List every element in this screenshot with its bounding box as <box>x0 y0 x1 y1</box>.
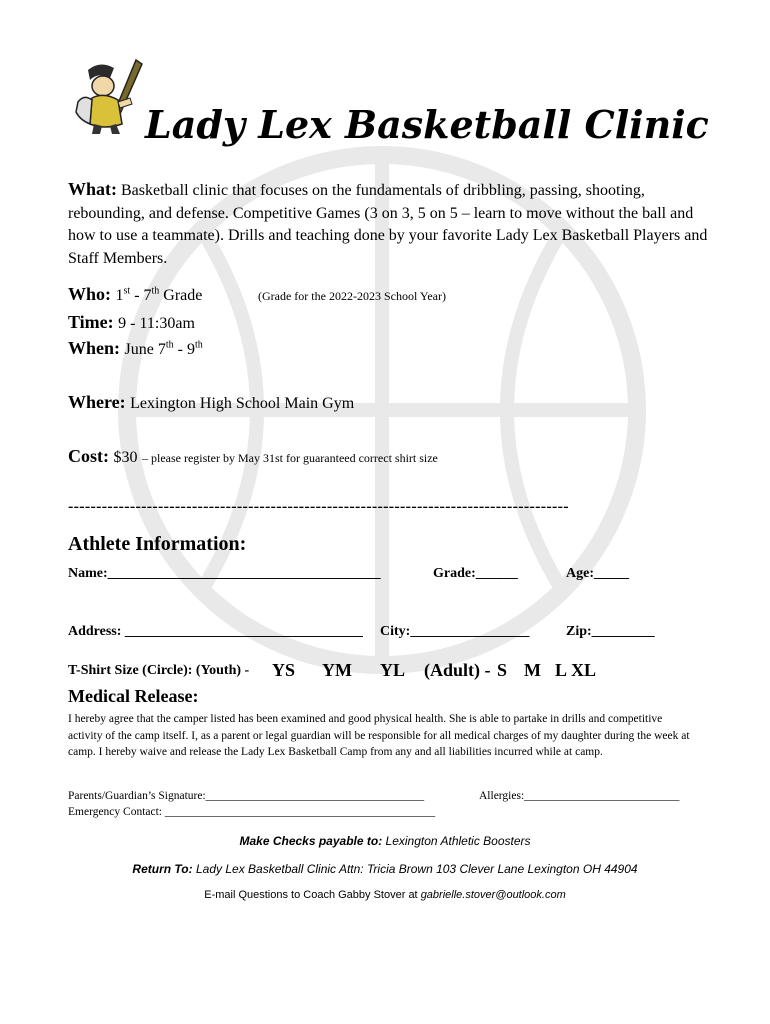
when-end: - 9 <box>173 341 195 358</box>
size-ym[interactable]: YM <box>322 660 352 680</box>
medical-release-text: I hereby agree that the camper listed has been examined and good physical health. She is able to partake in drills and competitive activity of the camp itself. I, as a parent or legal guardian will be responsible for all medical charges of my daughter during the week at camp. I hereby waive and release the Lady Lex Basketball Camp from any and all liabilities incurred while at camp. <box>68 713 690 758</box>
cost-value: $30 <box>113 449 138 466</box>
age-field[interactable]: Age:_____ <box>566 566 629 581</box>
return-value: Lady Lex Basketball Clinic Attn: Tricia Brown 103 Clever Lane Lexington OH 44904 <box>195 862 638 876</box>
city-field[interactable]: City:_________________ <box>380 624 530 639</box>
email-label: E-mail Questions to Coach Gabby Stover at <box>204 889 418 901</box>
cost-note: – please register by May 31st for guaranteed correct shirt size <box>142 451 438 465</box>
address-field[interactable]: Address: __________________________________ <box>68 624 363 639</box>
name-field[interactable]: Name:_______________________________________ <box>68 566 381 581</box>
email-link[interactable]: gabrielle.stover@outlook.com <box>420 889 566 901</box>
who-label: Who: <box>68 284 112 304</box>
size-l[interactable]: L <box>555 660 568 680</box>
cost-line <box>68 446 438 467</box>
when-line <box>68 338 203 359</box>
who-note: (Grade for the 2022-2023 School Year) <box>258 289 446 303</box>
grade-field[interactable]: Grade:______ <box>433 566 518 581</box>
guardian-signature-field[interactable]: Parents/Guardian’s Signature:______________________________________ <box>68 790 425 802</box>
when-sup-start: th <box>165 339 174 351</box>
medical-heading: Medical Release: <box>68 686 199 706</box>
section-divider: ----------------------------------------------------------------------------------------- <box>68 498 569 515</box>
what-text: Basketball clinic that focuses on the fundamentals of dribbling, passing, shooting, rebounding, and defense. Competitive Games (3 on 3, 5 on 5 – learn to move without the ball and how to use a teammate). Drills and teaching done by your favorite Lady Lex Basketball Players and Staff Members. <box>68 182 708 267</box>
shirt-size-label: T-Shirt Size (Circle): (Youth) - <box>68 663 250 678</box>
email-line <box>0 889 770 901</box>
who-line <box>68 284 202 305</box>
when-label: When: <box>68 338 121 358</box>
time-value: 9 - 11:30am <box>118 315 195 332</box>
size-ys[interactable]: YS <box>272 660 296 680</box>
page-title: Lady Lex Basketball Clinic <box>145 102 709 147</box>
shirt-size-line <box>68 663 249 679</box>
checks-line <box>0 834 770 848</box>
who-sup-start: st <box>123 285 131 297</box>
size-xl[interactable]: XL <box>571 660 597 680</box>
cost-label: Cost: <box>68 446 109 466</box>
where-line <box>68 392 354 413</box>
who-sup-end: th <box>151 285 160 297</box>
allergies-field[interactable]: Allergies:___________________________ <box>479 790 680 802</box>
when-sup-end: th <box>194 339 203 351</box>
when-start: June 7 <box>124 341 166 358</box>
where-value: Lexington High School Main Gym <box>130 395 355 412</box>
zip-field[interactable]: Zip:_________ <box>566 624 655 639</box>
where-label: Where: <box>68 392 126 412</box>
what-label: What: <box>68 179 117 199</box>
who-grade-word: Grade <box>159 287 203 304</box>
size-yl[interactable]: YL <box>380 660 406 680</box>
size-s[interactable]: S <box>497 660 508 680</box>
who-grade-start: 1 <box>115 287 124 304</box>
checks-label: Make Checks payable to: <box>239 834 383 848</box>
time-label: Time: <box>68 312 114 332</box>
who-grade-sep: - 7 <box>130 287 152 304</box>
what-section <box>68 178 708 270</box>
size-m[interactable]: M <box>524 660 541 680</box>
athlete-heading: Athlete Information: <box>68 533 247 555</box>
emergency-contact-field[interactable]: Emergency Contact: _______________________________________________ <box>68 806 436 818</box>
time-line <box>68 312 195 333</box>
mascot-logo-icon <box>70 58 152 136</box>
checks-value: Lexington Athletic Boosters <box>385 834 531 848</box>
return-line <box>0 862 770 876</box>
return-label: Return To: <box>132 862 193 876</box>
adult-label: (Adult) - <box>424 660 491 680</box>
